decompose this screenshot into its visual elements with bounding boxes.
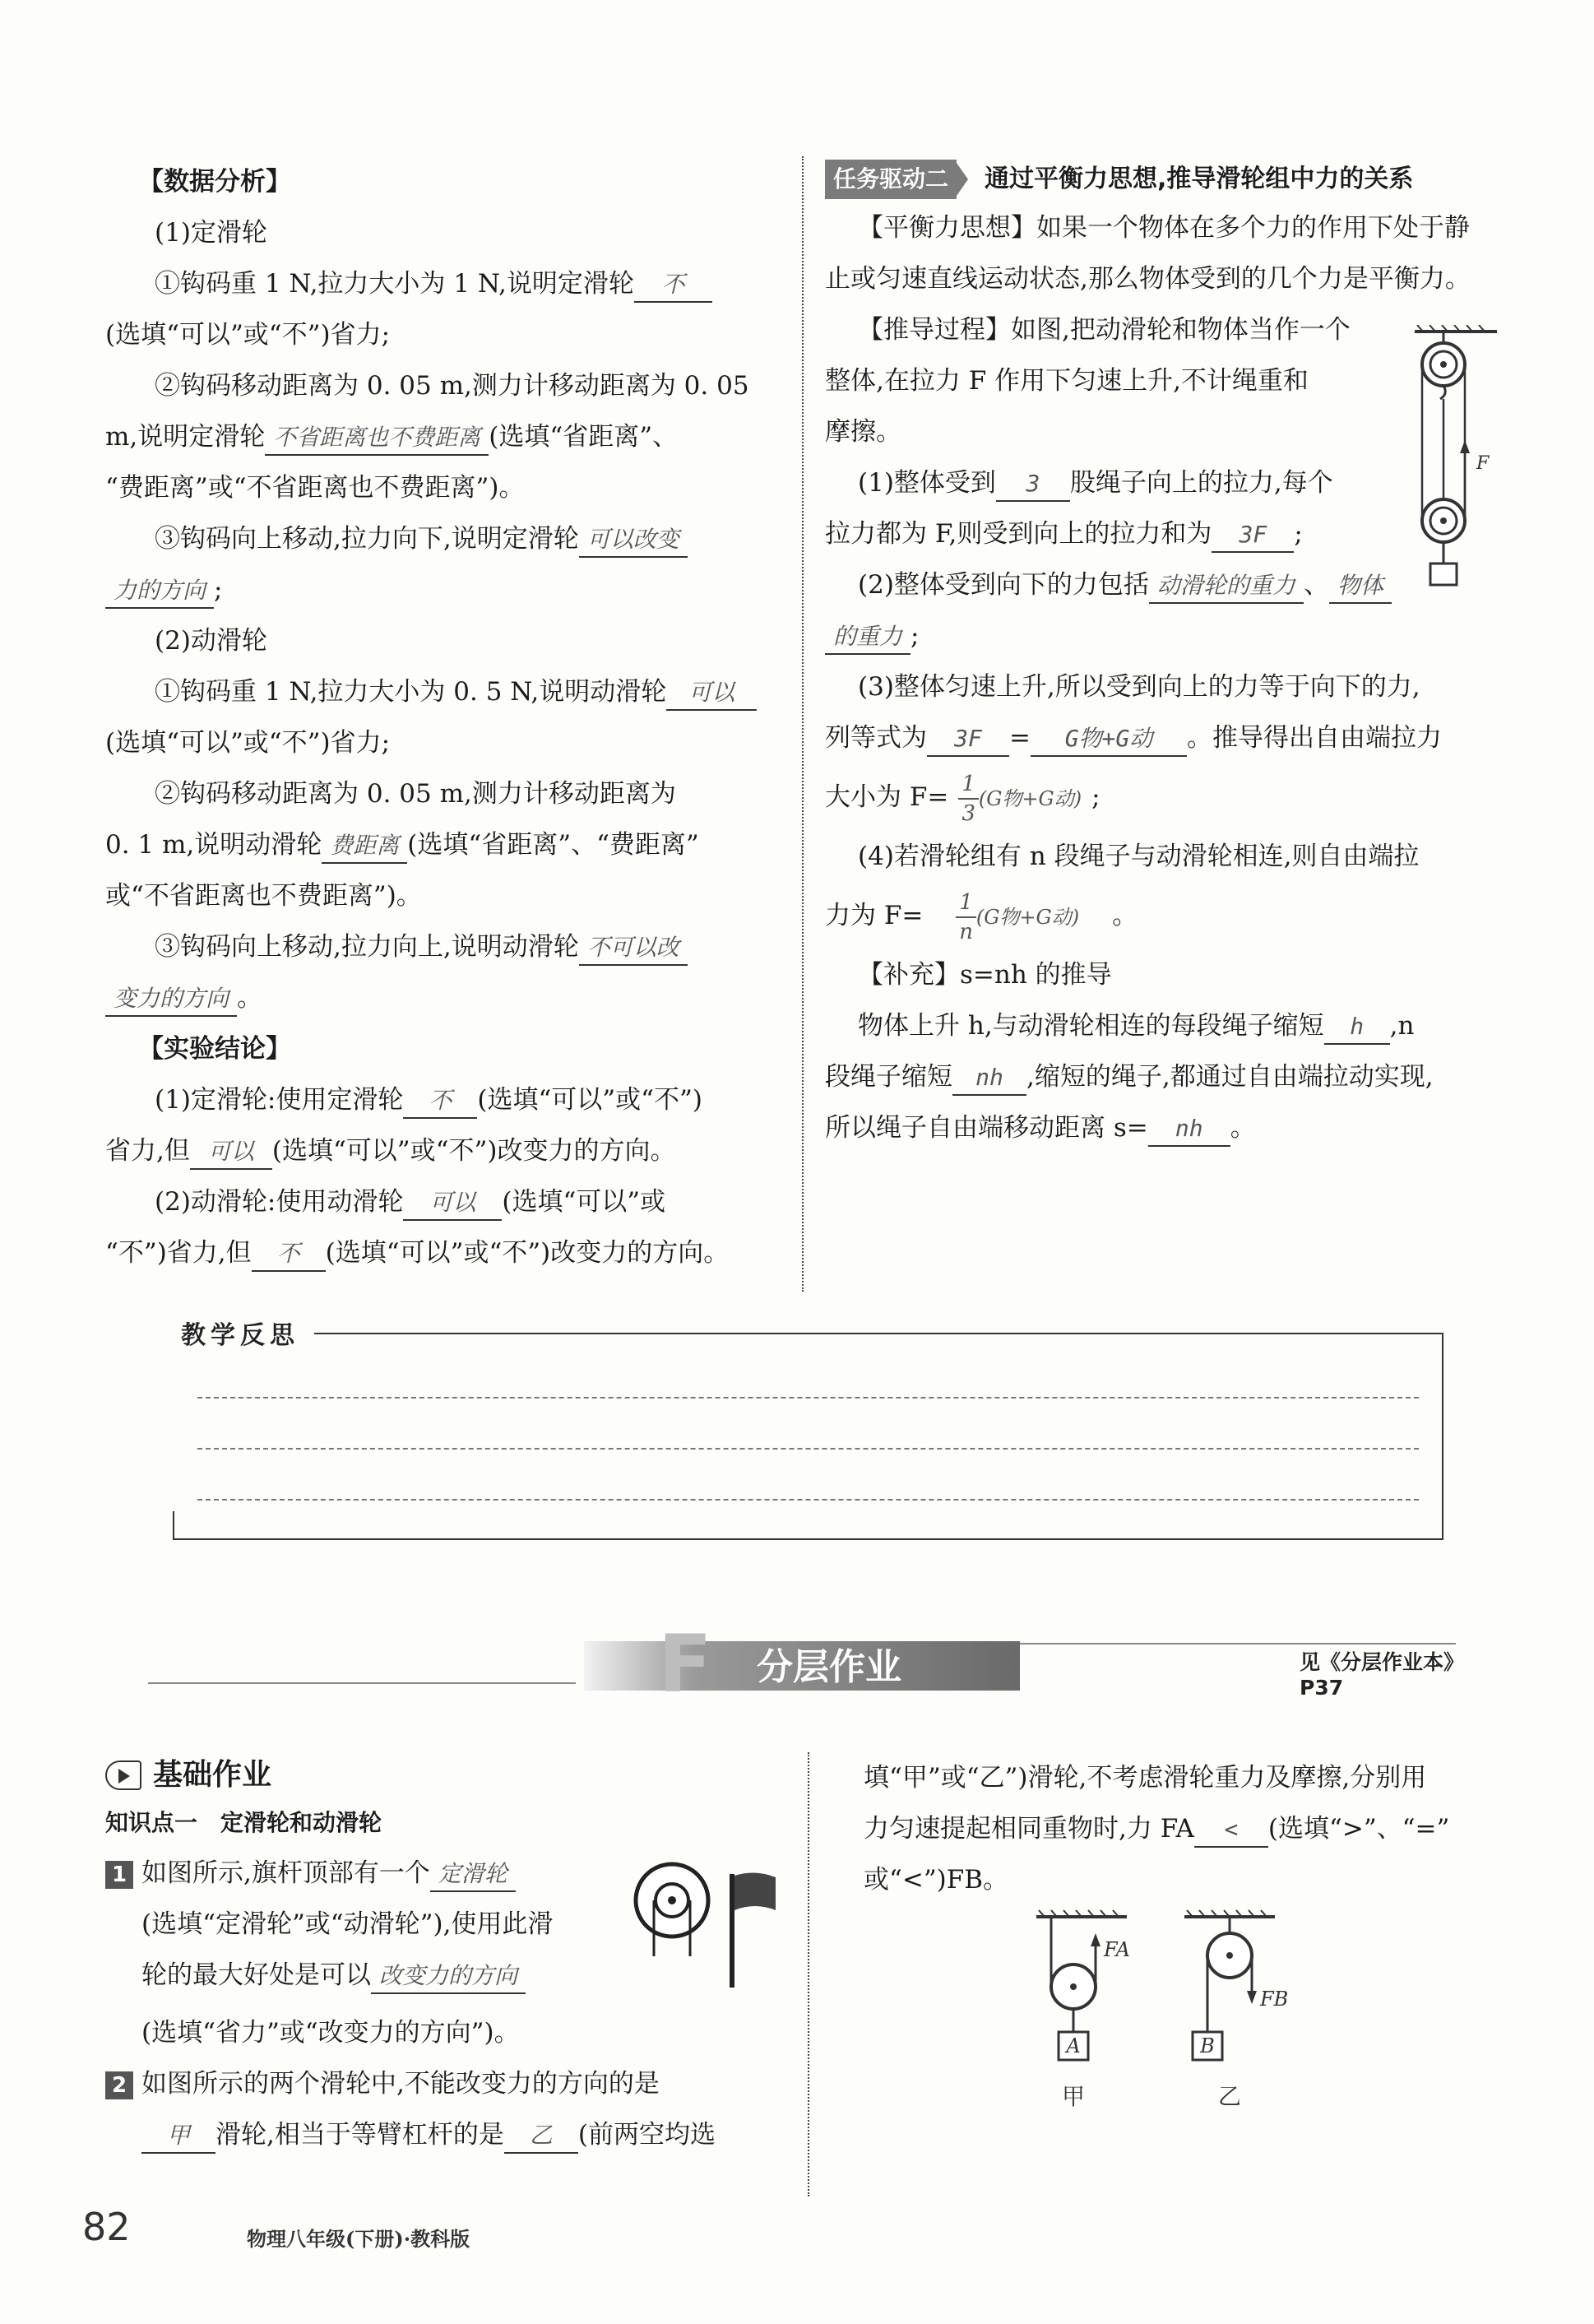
- text: (选填“可以”或“不”): [477, 1085, 702, 1115]
- answer-fill: 不: [252, 1237, 326, 1272]
- balance-text-cont: 止或匀速直线运动状态,那么物体受到的几个力是平衡力。: [825, 264, 1471, 294]
- banner-line-left: [148, 1682, 576, 1684]
- task-header: [825, 156, 1499, 202]
- r2: [825, 559, 1499, 610]
- pulley-axle: [1440, 361, 1447, 368]
- derivation-text: 【推导过程】如图,把动滑轮和物体当作一个: [858, 315, 1351, 345]
- fixed-q2-cont2: “费距离”或“不省距离也不费距离”)。: [105, 473, 525, 503]
- frame-left: [173, 1511, 174, 1538]
- pulley-axle: [1440, 517, 1447, 524]
- text: ③钩码向上移动,拉力向上,说明动滑轮: [155, 932, 579, 962]
- supplement-c: [825, 1102, 1499, 1153]
- flagpole-pulley-figure: [629, 1858, 777, 1989]
- column-divider: [808, 1752, 809, 2196]
- answer-fill: 费距离: [322, 829, 407, 864]
- text: 列等式为: [825, 723, 927, 753]
- answer-fill: 的重力: [825, 620, 911, 655]
- answer-fill: h: [1324, 1010, 1390, 1045]
- pulley-axle: [668, 1896, 676, 1904]
- conclusion-2-cont: [105, 1227, 780, 1278]
- text: (1)定滑轮:使用定滑轮: [155, 1085, 404, 1115]
- r1: [825, 457, 1392, 508]
- text: ①钩码重 1 N,拉力大小为 0. 5 N,说明动滑轮: [155, 677, 667, 707]
- movable-q2: ②钩码移动距离为 0. 05 m,测力计移动距离为: [155, 779, 676, 809]
- force-arrowhead: [1247, 1991, 1257, 2004]
- text: (选填“可以”或“不”)改变力的方向。: [325, 1238, 730, 1268]
- r3-cont: [825, 712, 1499, 763]
- movable-q3: [105, 921, 780, 972]
- fixed-q2-cont: [105, 411, 780, 462]
- load-block: [1430, 564, 1457, 585]
- frame-right: [1442, 1333, 1443, 1538]
- frame-top: [314, 1333, 1443, 1334]
- r3-cont2: [825, 763, 1499, 831]
- homework-banner: [148, 1618, 1465, 1710]
- text: 拉力都为 F,则受到向上的拉力和为: [825, 519, 1212, 549]
- answer-fill: 不: [403, 1084, 477, 1119]
- text: 物体上升 h,与动滑轮相连的每段绳子缩短: [858, 1011, 1324, 1041]
- text: (选填“省距离”、“费距离”: [407, 830, 699, 860]
- block-A-label: A: [1066, 2034, 1081, 2057]
- page-number: 82: [82, 2205, 131, 2249]
- text: ①钩码重 1 N,拉力大小为 1 N,说明定滑轮: [155, 269, 634, 299]
- fraction-body: (G物+G动): [975, 906, 1080, 929]
- conclusion-1-cont: [105, 1125, 780, 1176]
- movable-q2-cont2: 或“不省距离也不费距离”)。: [105, 881, 422, 911]
- answer-fill: <: [1194, 1813, 1268, 1848]
- text: “不”)省力,但: [105, 1238, 252, 1268]
- text: 滑轮,相当于等臂杠杆的是: [215, 2120, 504, 2150]
- text: (前两空均选: [577, 2120, 716, 2150]
- answer-fill: 力的方向: [105, 574, 214, 609]
- text: ;: [214, 575, 223, 605]
- force-arrowhead: [1460, 440, 1470, 453]
- answer-fill: 不可以改: [579, 931, 688, 966]
- text: 省力,但: [105, 1136, 190, 1166]
- left-column: [105, 156, 780, 1278]
- text: 力匀速提起相同重物时,力 FA: [864, 1814, 1194, 1844]
- q1-cont3: (选填“省力”或“改变力的方向”)。: [141, 2018, 520, 2048]
- fixed-q3: [105, 513, 780, 564]
- text: 如图所示,旗杆顶部有一个: [141, 1858, 430, 1888]
- basic-homework-heading: [105, 1752, 788, 1798]
- flag: [734, 1872, 776, 1910]
- answer-fill: 改变力的方向: [371, 1960, 526, 1994]
- text: ;: [911, 621, 920, 651]
- r4: (4)若滑轮组有 n 段绳子与动滑轮相连,则自由端拉: [858, 842, 1420, 871]
- text: (2)动滑轮:使用动滑轮: [155, 1187, 404, 1217]
- task-label: 任务驱动二: [825, 160, 957, 199]
- derivation-text-cont: 整体,在拉力 F 作用下匀速上升,不计绳重和: [825, 366, 1309, 396]
- fixed-pulley-heading: (1)定滑轮: [155, 218, 267, 248]
- book-title: 物理八年级(下册)·教科版: [247, 2227, 470, 2251]
- answer-fill: 物体: [1329, 569, 1392, 604]
- knowledge-point-1: 知识点一 定滑轮和动滑轮: [105, 1809, 382, 1836]
- movable-q2-cont: [105, 819, 780, 870]
- question-number: 1: [105, 1861, 133, 1889]
- hook: [1440, 386, 1445, 399]
- force-label-FA: FA: [1104, 1938, 1130, 1961]
- force-arrowhead: [1091, 1933, 1101, 1946]
- answer-fill: 不: [634, 268, 712, 303]
- text: 轮的最大好处是可以: [141, 1960, 371, 1990]
- fixed-q3-cont: [105, 564, 780, 615]
- q2-cont4: 或“<”)FB。: [864, 1865, 1009, 1895]
- text: ③钩码向上移动,拉力向下,说明定滑轮: [155, 524, 579, 554]
- answer-fill: G物+G动: [1031, 722, 1187, 757]
- basic-homework-title: 基础作业: [153, 1758, 272, 1792]
- writing-line: [197, 1397, 1419, 1399]
- text: 股绳子向上的拉力,每个: [1069, 468, 1333, 498]
- text: ;: [1294, 519, 1303, 549]
- answer-fill: 甲: [141, 2119, 215, 2154]
- two-pulleys-figure: [1028, 1909, 1324, 2122]
- text: 。: [1230, 1113, 1256, 1143]
- answer-fill: 3: [996, 467, 1070, 502]
- supplement-b: [825, 1051, 1499, 1102]
- q2-cont2: 填“甲”或“乙”)滑轮,不考虑滑轮重力及摩擦,分别用: [864, 1763, 1427, 1793]
- question-number: 2: [105, 2071, 133, 2099]
- text: m,说明定滑轮: [105, 422, 266, 452]
- numerator: 1: [956, 888, 976, 918]
- writing-line: [197, 1448, 1419, 1450]
- r1-cont: [825, 508, 1392, 559]
- page-footer: [82, 2205, 822, 2271]
- text: (选填“可以”或: [502, 1187, 666, 1217]
- banner-line-right: [971, 1643, 1456, 1644]
- r2-cont: [825, 610, 1499, 661]
- answer-fill: 可以: [190, 1135, 272, 1170]
- right-column: [825, 156, 1499, 1153]
- answer-fill: nh: [952, 1061, 1026, 1096]
- text: 大小为 F=: [825, 782, 949, 812]
- fraction: [958, 770, 979, 828]
- fixed-q2: ②钩码移动距离为 0. 05 m,测力计移动距离为 0. 05: [155, 371, 749, 401]
- block-B-label: B: [1200, 2034, 1215, 2057]
- conclusion-1: [105, 1074, 780, 1125]
- answer-fill: 可以: [403, 1186, 502, 1221]
- answer-fill: 定滑轮: [430, 1858, 516, 1892]
- fraction: [956, 888, 976, 946]
- text: 段绳子缩短: [825, 1062, 952, 1092]
- answer-fill: 3F: [927, 722, 1009, 757]
- answer-fill: 可以改变: [579, 523, 688, 558]
- movable-q3-cont: [105, 972, 780, 1023]
- pulley-yi: [1184, 1910, 1288, 2110]
- text: 。推导得出自由端拉力: [1186, 723, 1442, 753]
- text: 如图所示的两个滑轮中,不能改变力的方向的是: [141, 2069, 660, 2099]
- force-label-FB: FB: [1260, 1988, 1289, 2011]
- text: 0. 1 m,说明动滑轮: [105, 830, 322, 860]
- text: (2)整体受到向下的力包括: [858, 570, 1149, 600]
- answer-fill: 不省距离也不费距离: [265, 421, 489, 456]
- pulley-system-figure: [1411, 325, 1501, 588]
- data-analysis-heading: 【数据分析】: [138, 167, 291, 197]
- frame-bottom: [173, 1538, 1443, 1540]
- fixed-q1-cont: (选填“可以”或“不”)省力;: [105, 320, 391, 350]
- pulley-axle: [1226, 1952, 1233, 1959]
- homework-right: [864, 1752, 1505, 1905]
- answer-fraction: [923, 883, 1112, 950]
- r4-cont: [825, 882, 1499, 949]
- banner-letter: F: [658, 1618, 712, 1710]
- text: 。: [237, 983, 263, 1013]
- writing-line: [197, 1499, 1419, 1501]
- conclusion-heading: 【实验结论】: [138, 1034, 291, 1064]
- conclusion-2: [105, 1176, 780, 1227]
- answer-fill: nh: [1148, 1112, 1230, 1147]
- denominator: n: [959, 920, 973, 944]
- text: ;: [1091, 782, 1101, 812]
- force-label: F: [1476, 453, 1490, 474]
- answer-fraction: [948, 764, 1091, 832]
- reflection-title: 教学反思: [181, 1321, 299, 1350]
- banner-title: 分层作业: [757, 1646, 901, 1688]
- answer-fill: 动滑轮的重力: [1149, 569, 1304, 604]
- movable-q1-cont: (选填“可以”或“不”)省力;: [105, 728, 391, 758]
- text: =: [1009, 723, 1031, 753]
- fraction-body: (G物+G动): [978, 787, 1082, 810]
- text: 、: [1303, 570, 1329, 600]
- balance-text: 【平衡力思想】如果一个物体在多个力的作用下处于静: [858, 213, 1470, 243]
- fixed-q1: [105, 258, 780, 309]
- text: (1)整体受到: [858, 468, 996, 498]
- text: (选填“省距离”、: [489, 422, 679, 452]
- supplement-a: [825, 1000, 1499, 1051]
- r3: (3)整体匀速上升,所以受到向上的力等于向下的力,: [858, 672, 1420, 702]
- answer-fill: 可以: [666, 676, 757, 711]
- text: (选填“>”、“=”: [1267, 1814, 1450, 1844]
- numerator: 1: [958, 770, 979, 800]
- movable-q1: [105, 666, 780, 717]
- figure-label-jia: 甲: [1061, 2083, 1086, 2110]
- task-title: 通过平衡力思想,推导滑轮组中力的关系: [985, 165, 1414, 193]
- arrow-marker-icon: [105, 1760, 141, 1790]
- answer-fill: 变力的方向: [105, 982, 237, 1017]
- supplement-heading: 【补充】s=nh 的推导: [858, 960, 1112, 990]
- text: (选填“可以”或“不”)改变力的方向。: [271, 1136, 676, 1166]
- column-divider: [802, 156, 804, 1292]
- teaching-reflection-box: [173, 1310, 1443, 1548]
- text: 力为 F=: [825, 901, 924, 930]
- q2-cont: [105, 2109, 788, 2160]
- q2: [105, 2058, 788, 2109]
- denominator: 3: [961, 801, 975, 826]
- pulley-axle: [1070, 1983, 1077, 1990]
- text: 。: [1112, 901, 1138, 930]
- q1: [105, 1848, 632, 1899]
- pulley-jia: [1036, 1910, 1130, 2110]
- q2-cont3: [864, 1803, 1505, 1854]
- text: ,n: [1389, 1011, 1415, 1041]
- answer-fill: 乙: [504, 2119, 578, 2154]
- q1-cont: (选填“定滑轮”或“动滑轮”),使用此滑: [141, 1909, 554, 1939]
- task-arrow-icon: [957, 163, 968, 196]
- answer-fill: 3F: [1212, 518, 1294, 553]
- derivation-text-cont2: 摩擦。: [825, 417, 901, 447]
- figure-label-yi: 乙: [1217, 2083, 1242, 2110]
- workbook-reference: 见《分层作业本》P37: [1300, 1650, 1465, 1700]
- movable-pulley-heading: (2)动滑轮: [155, 626, 267, 656]
- text: ,缩短的绳子,都通过自由端拉动实现,: [1026, 1062, 1434, 1092]
- text: 所以绳子自由端移动距离 s=: [825, 1113, 1148, 1143]
